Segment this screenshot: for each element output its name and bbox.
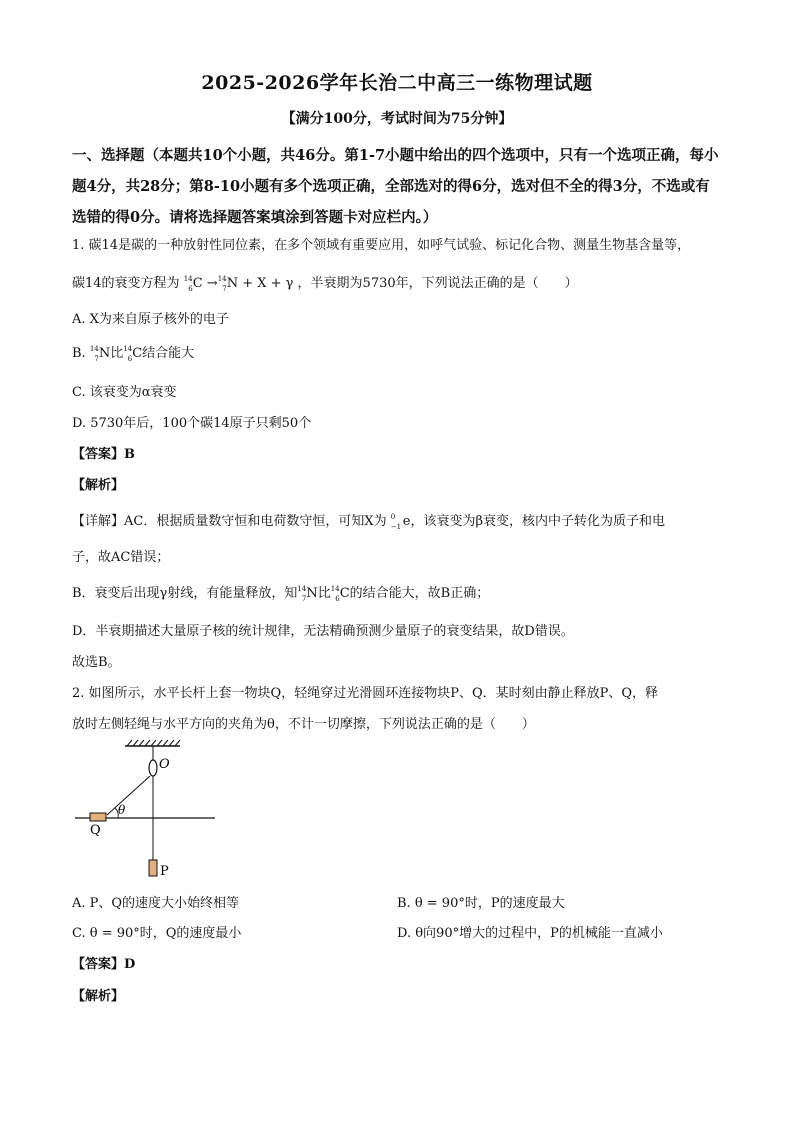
q1-analysis-label: 【解析】 [72,478,125,493]
q1-eq-arrow: → [206,276,218,291]
q1-answer: 【答案】B [72,447,135,462]
q1-stem-line1: 1. 碳14是碳的一种放射性同位素，在多个领域有重要应用，如呼气试验、标记化合物、测量生物基含量等， [72,238,691,253]
q1-stem-line2 [72,272,578,293]
q1-detail-line2: 子，故AC错误； [72,550,170,565]
q1-option-b: B. 14 7 N比 14 6 C结合能大 [72,344,195,363]
label-o: O [159,757,170,772]
ceiling-hatch [127,740,180,746]
q1-eq-nitrogen-numbers: 14 7 [217,274,227,293]
q2-analysis-label: 【解析】 [72,989,125,1004]
block-p [149,860,157,876]
q1-option-d: D. 5730年后，100个碳14原子只剩50个 [72,416,312,431]
block-q [90,813,106,821]
q1-conclusion: 故选B。 [72,655,121,670]
page-title: 2025-2026学年长治二中高三一练物理试题 [201,72,593,94]
smooth-ring [149,760,157,776]
q1-stem-suffix: ，半衰期为5730年，下列说法正确的是（ ） [297,276,578,291]
label-q: Q [90,823,101,838]
label-theta: θ [118,803,126,817]
q2-option-a: A. P、Q的速度大小始终相等 [72,896,240,911]
rope-left [107,776,150,815]
q1-detail-line4: D．半衰期描述大量原子核的统计规律，无法精确预测少量原子的衰变结果，故D错误。 [72,624,574,639]
q1-detail-line1: 【详解】AC．根据质量数守恒和电荷数守恒，可知X为 0 −1 e，该衰变为β衰变，核内中子转化为质子和电 [72,512,665,531]
q1-stem-prefix: 碳14的衰变方程为 [72,276,180,291]
q2-option-b: B. θ = 90°时，P的速度最大 [397,896,565,911]
q1-option-a: A. X为来自原子核外的电子 [72,312,229,327]
q1-detail-line3: B．衰变后出现γ射线，有能量释放，知 14 7 N比 14 6 C的结合能大，故B正确； [72,584,490,603]
q1-option-c: C. 该衰变为α衰变 [72,385,177,400]
q2-stem-line1: 2. 如图所示，水平长杆上套一物块Q，轻绳穿过光滑圆环连接物块P、Q．某时刻由静止释放P、Q，释 [72,686,659,701]
label-p: P [160,864,169,878]
q1-eq-carbon-numbers: 14 6 [183,274,193,293]
q2-figure [70,738,220,878]
q2-answer: 【答案】D [72,957,136,972]
q2-option-c: C. θ = 90°时，Q的速度最小 [72,926,242,941]
q2-stem-line2: 放时左侧轻绳与水平方向的夹角为θ，不计一切摩擦，下列说法正确的是（ ） [72,717,535,732]
section-heading: 一、选择题（本题共10个小题，共46分。第1-7小题中给出的四个选项中，只有一个选项正确，每小题4分，共28分；第8-10小题有多个选项正确，全部选对的得6分，选对但不全的得3分，不选或有选错的得0分。请将选择题答案填涂到答题卡对应栏内。） [72,147,719,226]
exam-info: 【满分100分，考试时间为75分钟】 [281,111,513,127]
q1-eq-rest: N + X + γ [226,276,294,291]
q2-option-d: D. θ向90°增大的过程中，P的机械能一直减小 [397,926,663,941]
q1-eq-carbon: C [192,276,203,291]
